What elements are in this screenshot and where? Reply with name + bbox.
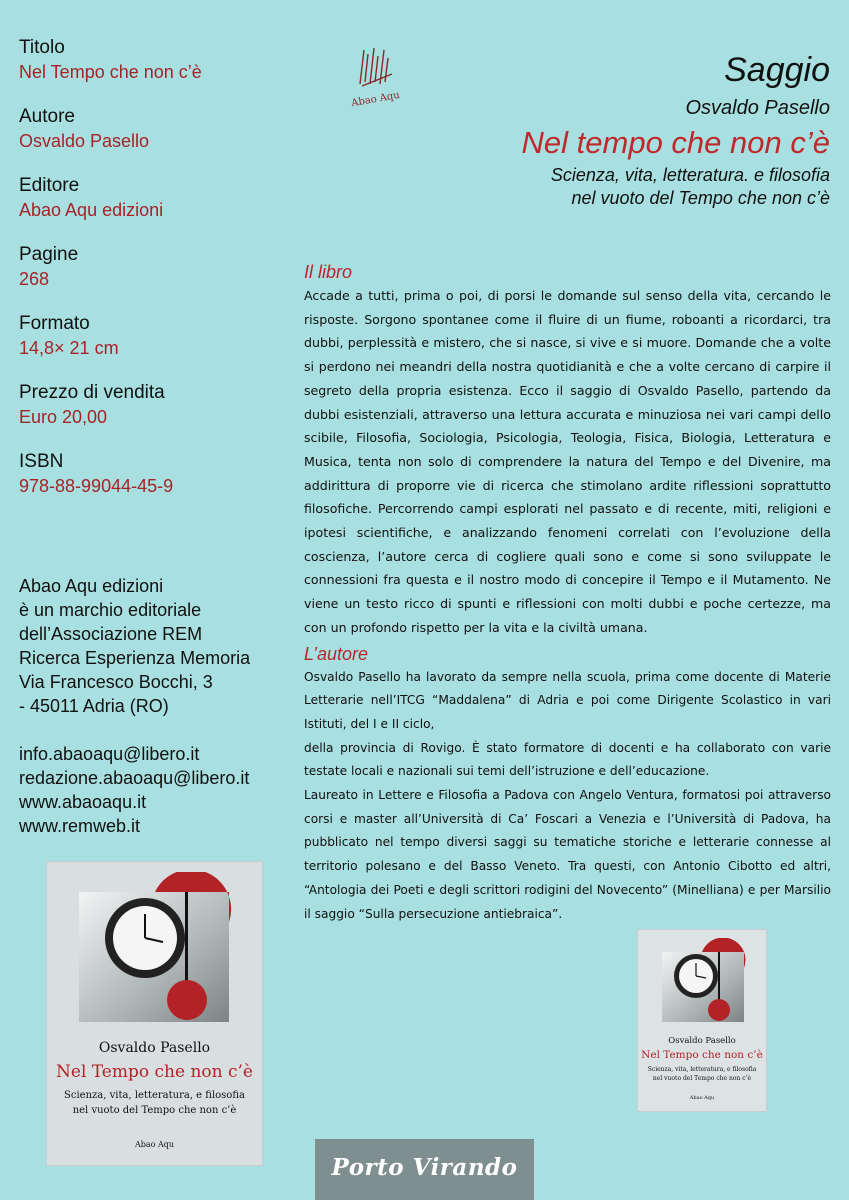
logo-text: Abao Aqu bbox=[350, 89, 401, 110]
cover-subtitle: nel vuoto del Tempo che non c’è bbox=[652, 1075, 752, 1082]
publisher-info bbox=[19, 574, 289, 718]
field-label: Autore bbox=[19, 106, 75, 127]
subtitle-line: Scienza, vita, letteratura. e filosofia bbox=[550, 165, 830, 185]
field-value: Abao Aqu edizioni bbox=[19, 200, 164, 220]
email-link[interactable]: info.abaoaqu@libero.it bbox=[19, 744, 200, 764]
author-heading: Osvaldo Pasello bbox=[685, 97, 830, 119]
description bbox=[304, 260, 831, 926]
field-isbn bbox=[19, 450, 289, 498]
cover-illustration bbox=[59, 872, 251, 1032]
publisher-line: è un marchio editoriale bbox=[19, 600, 202, 620]
field-value: Euro 20,00 bbox=[19, 407, 108, 427]
publisher-line: Ricerca Esperienza Memoria bbox=[19, 648, 251, 668]
field-format bbox=[19, 312, 289, 360]
publisher-line: dell’Associazione REM bbox=[19, 624, 203, 644]
field-value: 14,8× 21 cm bbox=[19, 338, 119, 358]
cover-subtitle: Scienza, vita, letteratura, e filosofia bbox=[647, 1066, 757, 1073]
author-section-heading: L’autore bbox=[304, 643, 369, 664]
book-description: Accade a tutti, prima o poi, di porsi le domande sul senso della vita, cercando le risposte. Sorgono spontanee come il fluire di un fiume, roboanti a ricordarci, tra dubbi, perplessità e mistero, che si nasce, si vive e si muore. Domande che a volte si perdono nei meandri della nostra quotidianità e che a volte cercano di carpire il segreto della propria esistenza. Ecco il saggio di Osvaldo Pasello, partendo da dubbi esistenziali, attraverso una lettura accurata e minuziosa nei vari campi dello scibile, Filosofia, Sociologia, Psicologia, Teologia, Fisica, Biologia, Letteratura e Musica, tenta non solo di comprendere la natura del Tempo e del Divenire, ma addirittura di proporre vie di ricerca che stimolano ardite riflessioni soprattutto filosofiche. Percorrendo campi esplorati nel passato e di recente, miti, religioni e ipotesi scientifiche, e analizzando fenomeni correlati con l’evoluzione della coscienza, l’autore cerca di cogliere quali sono e come si sono sviluppate le connessioni fra questa e il nostro modo di concepire il Tempo e il Mutamento. Ne viene un testo ricco di spunti e riflessioni con molti dubbi e poche certezze, ma con un profondo rispetto per la vita e la civiltà umana. bbox=[304, 288, 831, 635]
field-value: Osvaldo Pasello bbox=[19, 131, 150, 151]
field-label: Titolo bbox=[19, 37, 65, 58]
field-value: 978-88-99044-45-9 bbox=[19, 476, 174, 496]
field-publisher bbox=[19, 174, 289, 222]
publisher-line: Abao Aqu edizioni bbox=[19, 576, 164, 596]
field-label: Editore bbox=[19, 175, 80, 196]
field-author bbox=[19, 105, 289, 153]
email-link[interactable]: redazione.abaoaqu@libero.it bbox=[19, 768, 250, 788]
genre-heading: Saggio bbox=[724, 51, 830, 89]
book-title: Nel tempo che non c’è bbox=[521, 125, 830, 160]
field-label: ISBN bbox=[19, 451, 64, 472]
field-label: Prezzo di vendita bbox=[19, 382, 165, 403]
field-value: Nel Tempo che non c’è bbox=[19, 62, 202, 82]
contacts bbox=[19, 742, 299, 838]
cover-publisher: Abao Aqu bbox=[689, 1095, 715, 1101]
cover-subtitle: nel vuoto del Tempo che non c’è bbox=[72, 1105, 237, 1116]
subtitle-line: nel vuoto del Tempo che non c’è bbox=[571, 188, 830, 208]
cover-illustration bbox=[648, 938, 756, 1028]
cover-author: Osvaldo Pasello bbox=[668, 1036, 736, 1046]
book-cover-large bbox=[47, 862, 262, 1165]
field-label: Pagine bbox=[19, 244, 79, 265]
field-value: 268 bbox=[19, 269, 50, 289]
book-info-panel bbox=[19, 36, 289, 519]
header bbox=[370, 50, 830, 210]
author-bio: Laureato in Lettere e Filosofia a Padova con Angelo Ventura, formatosi poi attraverso corsi e master all’Università di Ca’ Foscari a Venezia e l’Università di Padova, ha pubblicato nel tempo diversi saggi su tematiche storiche e letterarie connesse al territorio polesano e del Basso Veneto. Tra questi, con Antonio Cibotto ed altri, “Antologia dei Poeti e degli scrittori rodigini del Novecento” (Minelliana) e per Marsilio il saggio “Sulla persecuzione antiebraica”. bbox=[304, 788, 831, 921]
book-cover-small bbox=[638, 930, 766, 1111]
cover-title: Nel Tempo che non c’è bbox=[56, 1062, 253, 1082]
field-label: Formato bbox=[19, 313, 90, 334]
cover-title: Nel Tempo che non c’è bbox=[641, 1049, 763, 1061]
publisher-line: Via Francesco Bocchi, 3 bbox=[19, 672, 213, 692]
porto-virando-banner[interactable]: Porto Virando bbox=[315, 1139, 534, 1200]
cover-author: Osvaldo Pasello bbox=[98, 1040, 211, 1056]
book-section-heading: Il libro bbox=[304, 262, 353, 282]
publisher-line: - 45011 Adria (RO) bbox=[19, 696, 169, 716]
author-bio: Osvaldo Pasello ha lavorato da sempre nella scuola, prima come docente di Materie Letterarie nell’ITCG “Maddalena” di Adria e poi come Dirigente Scolastico in vari Istituti, del I e II ciclo, bbox=[304, 669, 831, 731]
website-link[interactable]: www.abaoaqu.it bbox=[19, 792, 147, 812]
website-link[interactable]: www.remweb.it bbox=[19, 816, 141, 836]
field-pages bbox=[19, 243, 289, 291]
field-price bbox=[19, 381, 289, 429]
author-bio: della provincia di Rovigo. È stato formatore di docenti e ha collaborato con varie testate locali e nazionali sui temi dell’istruzione e dell’educazione. bbox=[304, 740, 831, 779]
cover-subtitle: Scienza, vita, letteratura, e filosofia bbox=[64, 1090, 245, 1101]
field-title bbox=[19, 36, 289, 84]
cover-publisher: Abao Aqu bbox=[134, 1140, 175, 1149]
